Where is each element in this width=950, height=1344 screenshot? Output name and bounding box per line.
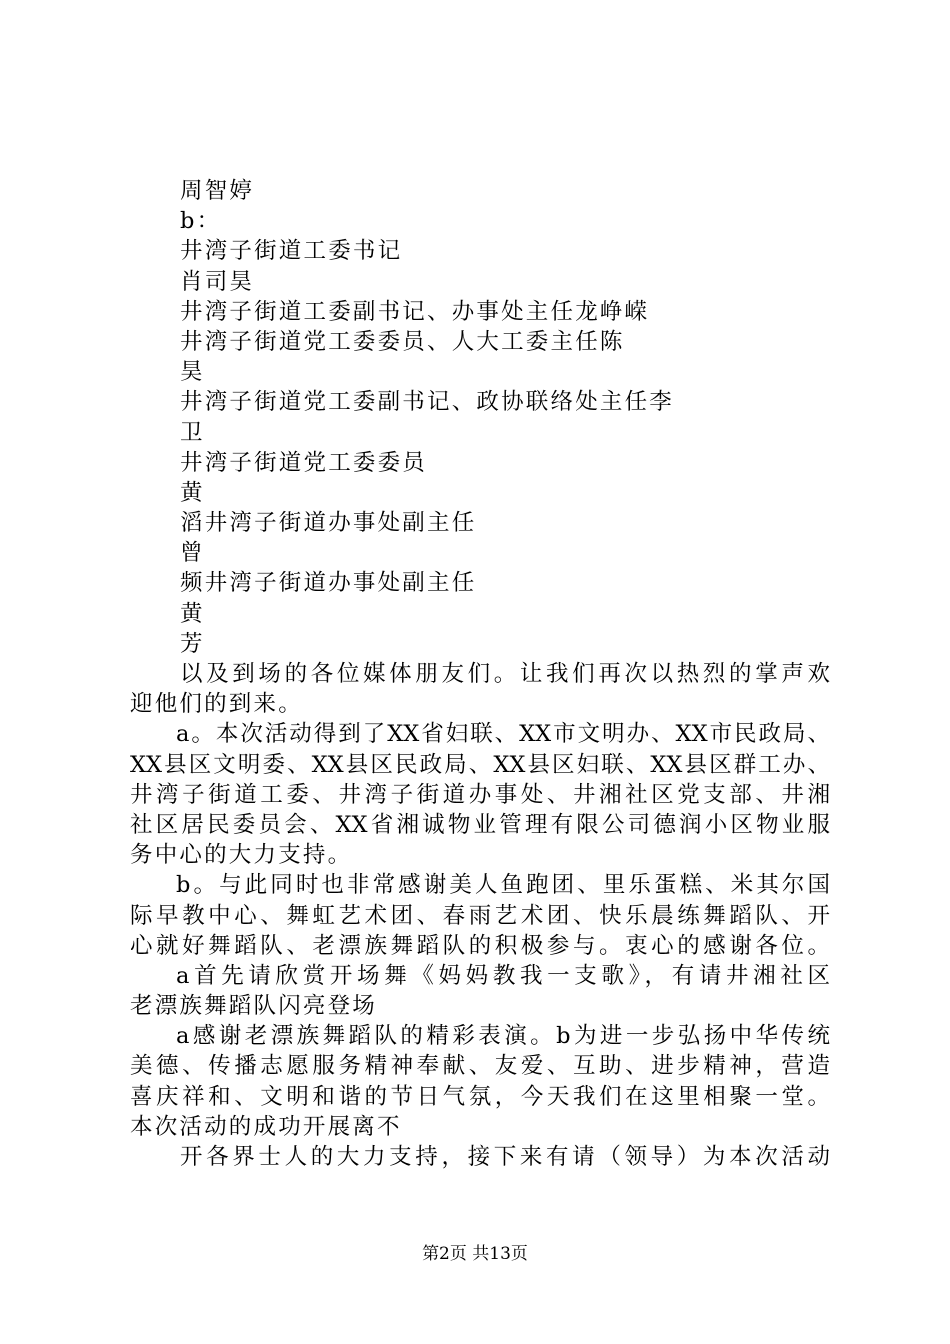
text-line: XX县区文明委、XX县区民政局、XX县区妇联、XX县区群工办、	[130, 751, 830, 778]
text-line: 务中心的大力支持。	[130, 842, 353, 869]
text-line: 井湾子街道党工委副书记、政协联络处主任李	[180, 389, 675, 416]
text-line: 周智婷	[180, 178, 255, 204]
text-line: 井湾子街道党工委委员、人大工委主任陈	[180, 328, 625, 355]
text-line: a感谢老漂族舞蹈队的精彩表演。b为进一步弘扬中华传统	[176, 1023, 830, 1050]
text-line: 美德、传播志愿服务精神奉献、友爱、互助、进步精神，营造	[130, 1053, 830, 1080]
text-line: 际早教中心、舞虹艺术团、春雨艺术团、快乐晨练舞蹈队、开	[130, 902, 830, 929]
text-line: 喜庆祥和、文明和谐的节日气氛，今天我们在这里相聚一堂。	[130, 1083, 830, 1110]
text-line: 昊	[180, 359, 205, 386]
text-line: 井湾子街道工委副书记、办事处主任龙峥嵘	[180, 298, 650, 325]
text-line: 社区居民委员会、XX省湘诚物业管理有限公司德润小区物业服	[130, 811, 830, 838]
text-line: 频井湾子街道办事处副主任	[180, 570, 477, 597]
text-line: 肖司昊	[180, 268, 255, 295]
text-line: a首先请欣赏开场舞《妈妈教我一支歌》，有请井湘社区	[176, 962, 830, 989]
text-line: a。本次活动得到了XX省妇联、XX市文明办、XX市民政局、	[176, 721, 830, 748]
text-line: 黄	[180, 479, 205, 506]
text-line: 卫	[180, 419, 205, 446]
document-body	[130, 176, 830, 1172]
text-line: 老漂族舞蹈队闪亮登场	[130, 993, 378, 1020]
text-line: 井湾子街道工委书记	[180, 238, 403, 265]
text-line: 曾	[180, 540, 205, 567]
text-line: 本次活动的成功开展离不	[130, 1113, 402, 1140]
text-line: b。与此同时也非常感谢美人鱼跑团、里乐蛋糕、米其尔国	[176, 872, 830, 899]
text-line: 以及到场的各位媒体朋友们。让我们再次以热烈的掌声欢	[180, 661, 830, 687]
text-line: 芳	[180, 630, 205, 657]
text-line: 井湾子街道党工委委员	[180, 449, 428, 476]
text-line: 迎他们的到来。	[130, 691, 303, 718]
text-line: b：	[180, 208, 222, 235]
text-line: 滔井湾子街道办事处副主任	[180, 510, 477, 537]
text-line: 井湾子街道工委、井湾子街道办事处、井湘社区党支部、井湘	[130, 781, 830, 808]
text-line: 心就好舞蹈队、老漂族舞蹈队的积极参与。衷心的感谢各位。	[130, 932, 830, 959]
page-number-footer: 第2页 共13页	[422, 1244, 528, 1264]
text-line: 开各界士人的大力支持，接下来有请（领导）为本次活动	[180, 1144, 830, 1170]
text-line: 黄	[180, 600, 205, 627]
